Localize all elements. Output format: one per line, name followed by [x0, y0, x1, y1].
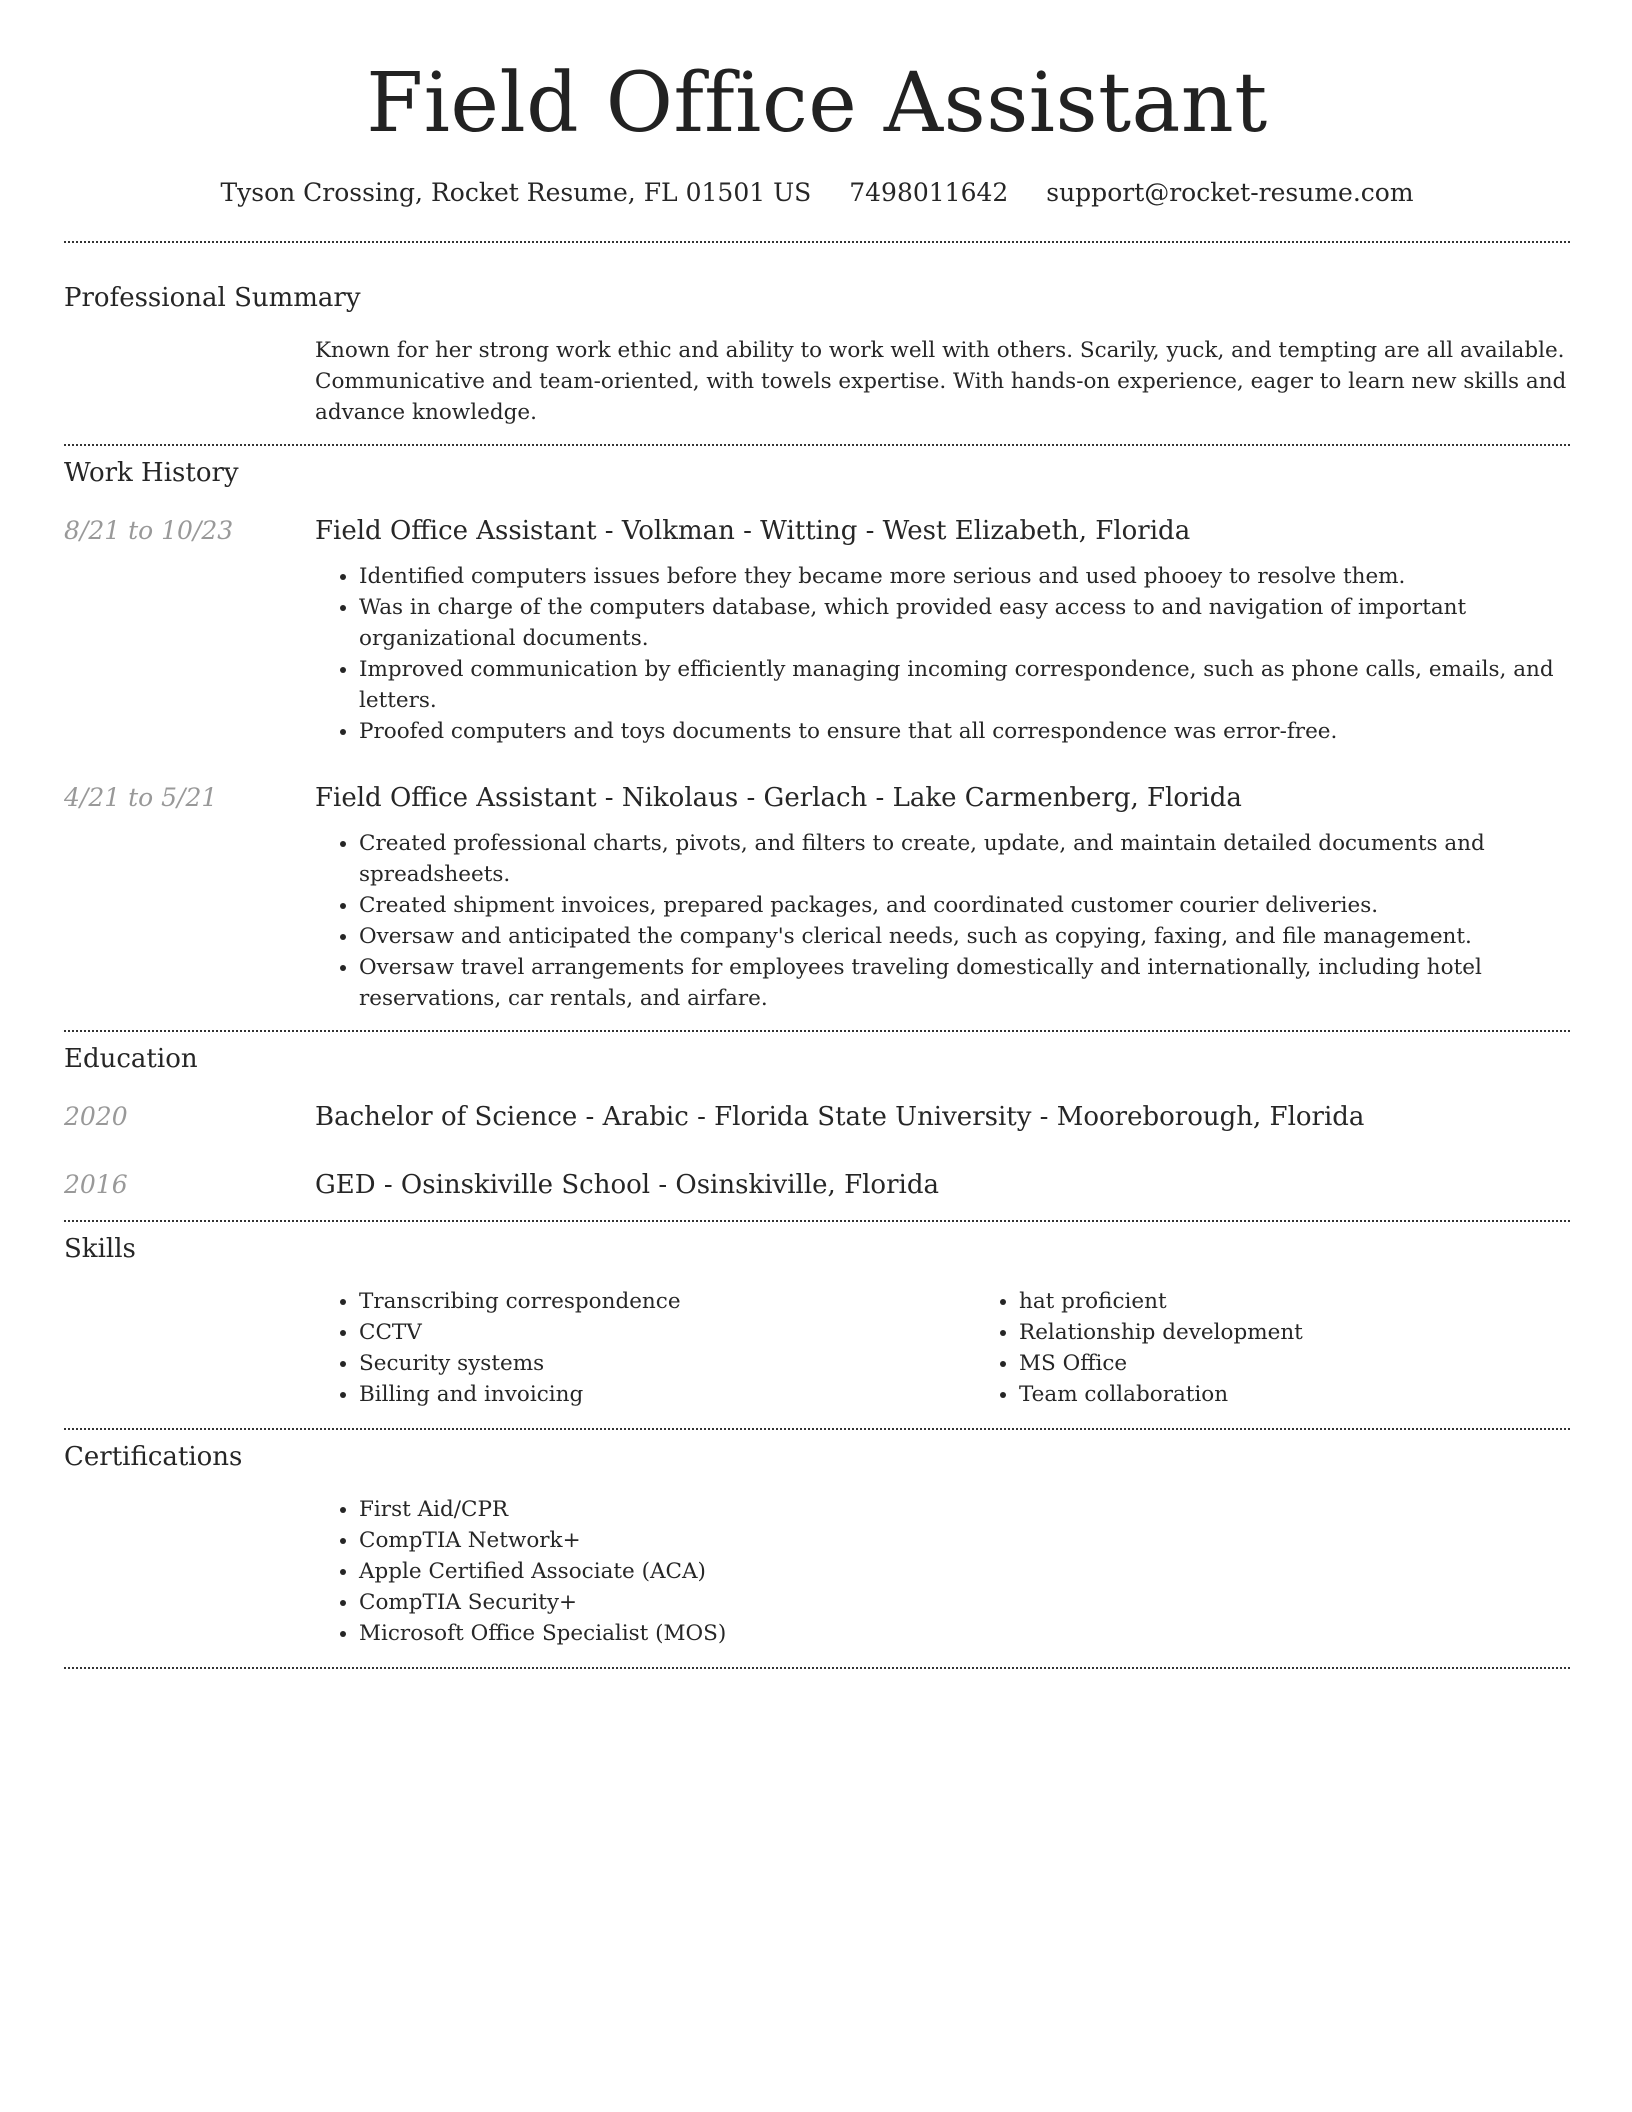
job-bullet: • Oversaw and anticipated the company's clerical needs, such as copying, faxing, and file management. — [359, 921, 1570, 952]
divider — [64, 1030, 1570, 1032]
section-title-work-history: Work History — [64, 458, 239, 488]
education-entry — [64, 1100, 1570, 1134]
skill-item: • Billing and invoicing — [359, 1379, 975, 1410]
skills-list-column-1 — [315, 1286, 975, 1410]
section-title-education: Education — [64, 1044, 198, 1074]
section-title-summary: Professional Summary — [64, 283, 361, 313]
divider — [64, 241, 1570, 243]
contact-address: Tyson Crossing, Rocket Resume, FL 01501 US — [220, 178, 812, 207]
contact-email: support@rocket-resume.com — [1046, 178, 1414, 207]
section-skills — [64, 1232, 1570, 1410]
section-title-skills: Skills — [64, 1234, 136, 1264]
job-entry — [64, 781, 1570, 1014]
skill-item: • CCTV — [359, 1317, 975, 1348]
job-dates: 8/21 to 10/23 — [64, 516, 234, 545]
job-bullet: • Identified computers issues before they became more serious and used phooey to resolve them. — [359, 561, 1570, 592]
skill-item: • Security systems — [359, 1348, 975, 1379]
skill-item: • Transcribing correspondence — [359, 1286, 975, 1317]
certification-item: • Apple Certified Associate (ACA) — [359, 1556, 1570, 1587]
job-bullet: • Was in charge of the computers database, which provided easy access to and navigation of important organizational documents. — [359, 592, 1570, 654]
certification-item: • CompTIA Security+ — [359, 1587, 1570, 1618]
job-bullet: • Created shipment invoices, prepared packages, and coordinated customer courier deliveries. — [359, 890, 1570, 921]
certifications-list — [315, 1494, 1570, 1649]
section-title-certifications: Certifications — [64, 1442, 243, 1472]
job-title: Field Office Assistant - Volkman - Witting - West Elizabeth, Florida — [315, 516, 1191, 546]
section-education — [64, 1042, 1570, 1202]
section-summary — [64, 281, 1570, 428]
skills-list-column-2 — [975, 1286, 1632, 1410]
job-bullet: • Created professional charts, pivots, and filters to create, update, and maintain detailed documents and spreadsheets. — [359, 828, 1570, 890]
certification-item: • First Aid/CPR — [359, 1494, 1570, 1525]
resume-name: Field Office Assistant — [366, 56, 1268, 151]
job-bullet: • Proofed computers and toys documents to ensure that all correspondence was error-free. — [359, 716, 1570, 747]
job-bullet: • Improved communication by efficiently managing incoming correspondence, such as phone calls, emails, and letters. — [359, 654, 1570, 716]
certification-item: • Microsoft Office Specialist (MOS) — [359, 1618, 1570, 1649]
education-year: 2020 — [64, 1102, 128, 1131]
job-bullets — [315, 828, 1570, 1014]
section-certifications — [64, 1440, 1570, 1649]
divider — [64, 444, 1570, 446]
skill-item: • hat proficient — [1019, 1286, 1632, 1317]
resume-page — [64, 0, 1570, 1669]
summary-text: Known for her strong work ethic and ability to work well with others. Scarily, yuck, and tempting are all available. Communicative and team-oriented, with towels expertise. With hands-on experience, eager to learn new skills and advance knowledge. — [315, 338, 1567, 425]
skill-item: • MS Office — [1019, 1348, 1632, 1379]
job-bullets — [315, 561, 1570, 747]
skill-item: • Relationship development — [1019, 1317, 1632, 1348]
skill-item: • Team collaboration — [1019, 1379, 1632, 1410]
job-title: Field Office Assistant - Nikolaus - Gerlach - Lake Carmenberg, Florida — [315, 783, 1242, 813]
divider — [64, 1428, 1570, 1430]
job-bullet: • Oversaw travel arrangements for employees traveling domestically and internationally, including hotel reservations, car rentals, and airfare. — [359, 952, 1570, 1014]
divider — [64, 1667, 1570, 1669]
contact-phone: 7498011642 — [849, 178, 1009, 207]
education-entry — [64, 1168, 1570, 1202]
section-work-history — [64, 456, 1570, 1014]
education-year: 2016 — [64, 1170, 128, 1199]
job-entry — [64, 514, 1570, 747]
job-dates: 4/21 to 5/21 — [64, 783, 218, 812]
divider — [64, 1220, 1570, 1222]
contact-line — [64, 176, 1570, 210]
certification-item: • CompTIA Network+ — [359, 1525, 1570, 1556]
education-degree: Bachelor of Science - Arabic - Florida State University - Mooreborough, Florida — [315, 1102, 1365, 1132]
education-degree: GED - Osinskiville School - Osinskiville, Florida — [315, 1170, 939, 1200]
